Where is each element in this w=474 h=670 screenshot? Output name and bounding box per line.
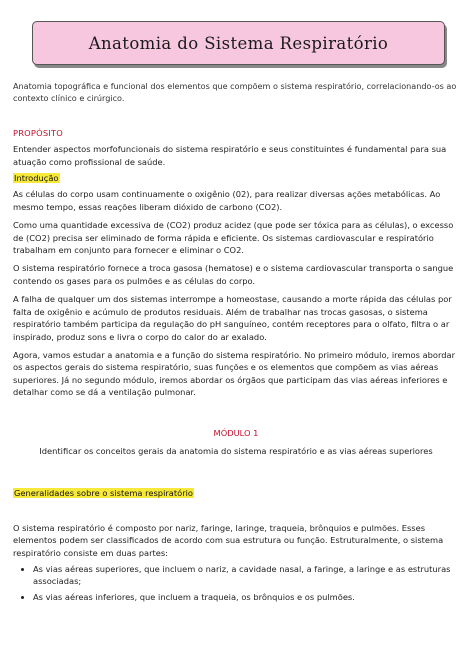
proposito-text: Entender aspectos morfofuncionais do sistema respiratório e seus constituintes é fundamental para sua atuação como profissional de saúde.: [13, 144, 447, 167]
generalidades-heading: Generalidades sobre o sistema respiratório: [14, 488, 193, 499]
subtitle-text: Anatomia topográfica e funcional dos elementos que compõem o sistema respiratório, correlacionando-os ao contexto clínico e cirúrgico.: [13, 81, 457, 104]
introducao-paragraph-4: A falha de qualquer um dos sistemas interrompe a homeostase, causando a morte rápida das células por falta de oxigênio e acúmulo de produtos residuais. Além de trabalhar nas trocas gasosas, o sistema respiratório também participa da regulação do pH sanguíneo, contém receptores para o olfato, filtra o ar inspirado, produz sons e livra o corpo do calor do ar exalado.: [13, 294, 452, 342]
generalidades-text: O sistema respiratório é composto por nariz, faringe, laringe, traqueia, brônquios e pulmões. Esses elementos podem ser classificados de acordo com sua estrutura ou função. Estruturalmente, o sistema respiratório consiste em duas partes:: [13, 522, 444, 558]
introducao-heading: Introdução: [14, 173, 59, 184]
title-banner: [32, 21, 445, 65]
introducao-paragraph-2: Como uma quantidade excessiva de (CO2) produz acidez (que pode ser tóxica para as células), o excesso de (CO2) precisa ser eliminado de forma rápida e eficiente. Os sistemas cardiovascular e respiratório trabalham em conjunto para fornecer e eliminar o CO2.: [13, 220, 454, 256]
generalidades-list: [13, 563, 459, 603]
list-item: • As vias aéreas inferiores, que incluem a traqueia, os brônquios e os pulmões.: [33, 591, 459, 603]
introducao-paragraph-1: As células do corpo usam continuamente o oxigênio (02), para realizar diversas ações metabólicas. Ao mesmo tempo, essas reações liberam dióxido de carbono (CO2).: [13, 189, 441, 212]
list-item: • As vias aéreas superiores, que incluem o nariz, a cavidade nasal, a faringe, a laringe e as estruturas associadas;: [33, 563, 459, 588]
document-body: [13, 80, 459, 606]
proposito-heading: PROPÓSITO: [13, 127, 63, 138]
introducao-paragraph-5: Agora, vamos estudar a anatomia e a função do sistema respiratório. No primeiro módulo, iremos abordar os aspectos gerais do sistema respiratório, suas funções e os elementos que compõem as vias aéreas superiores. Já no segundo módulo, iremos abordar os órgãos que participam das vias aéreas inferiores e detalhar como se dá a ventilação pulmonar.: [13, 349, 456, 398]
modulo-heading: MÓDULO 1: [213, 427, 259, 438]
modulo-objective: Identificar os conceitos gerais da anatomia do sistema respiratório e as vias aéreas superiores: [39, 445, 433, 456]
introducao-paragraph-3: O sistema respiratório fornece a troca gasosa (hematose) e o sistema cardiovascular transporta o sangue contendo os gases para os pulmões e as células do corpo.: [13, 263, 454, 286]
page-title: Anatomia do Sistema Respiratório: [88, 33, 389, 53]
